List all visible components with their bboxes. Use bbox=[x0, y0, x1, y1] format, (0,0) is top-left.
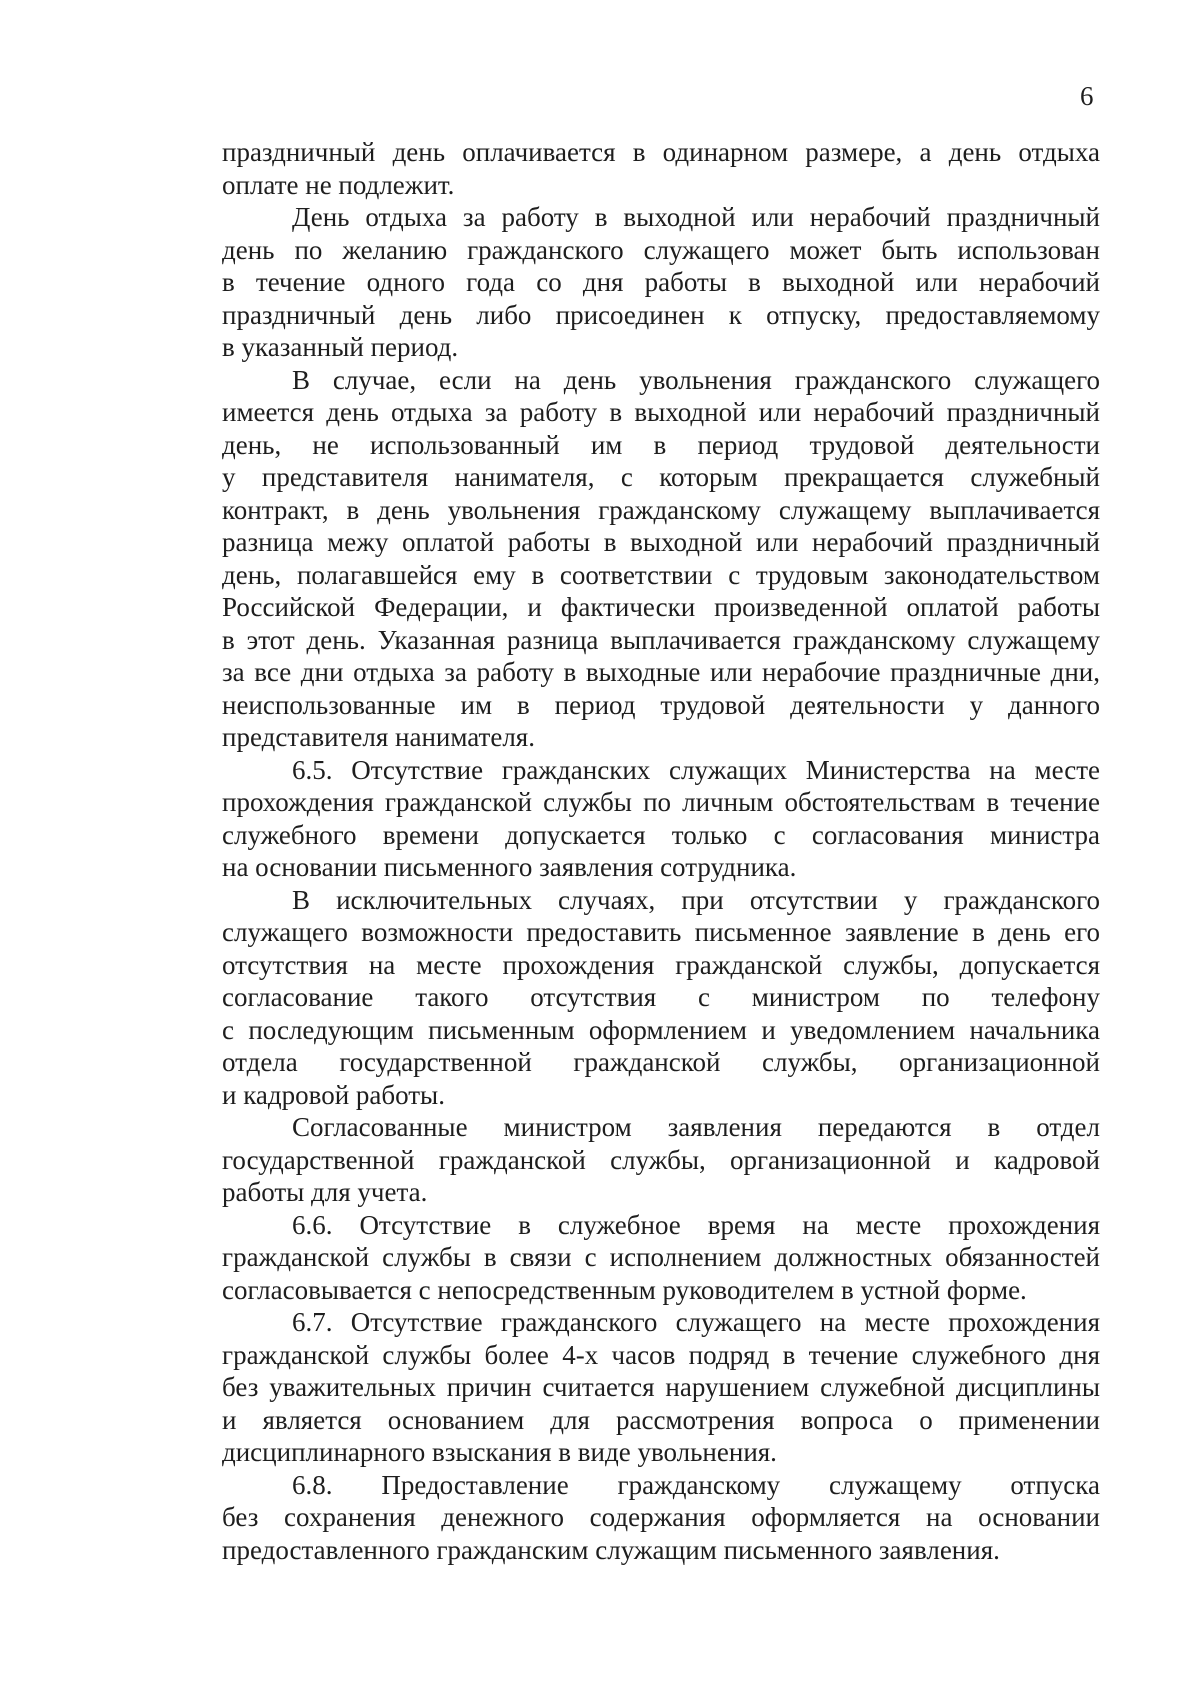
text-line: служебного времени допускается только с согласования министра bbox=[222, 819, 1100, 850]
text-line: согласовывается с непосредственным руководителем в устной форме. bbox=[222, 1274, 1027, 1305]
page-number: 6 bbox=[1080, 81, 1094, 111]
text-line: представителя нанимателя. bbox=[222, 722, 535, 752]
text-line: В случае, если на день увольнения гражданского служащего bbox=[292, 364, 1100, 395]
text-line: и является основанием для рассмотрения вопроса о применении bbox=[222, 1404, 1100, 1435]
text-line: День отдыха за работу в выходной или нерабочий праздничный bbox=[292, 202, 1100, 232]
text-line: служащего возможности предоставить письменное заявление в день его bbox=[222, 917, 1100, 947]
text-line: дисциплинарного взыскания в виде увольнения. bbox=[222, 1437, 777, 1467]
paragraph bbox=[222, 201, 1100, 364]
text-line: предоставленного гражданским служащим письменного заявления. bbox=[222, 1534, 1000, 1565]
text-line: в указанный период. bbox=[222, 332, 459, 362]
paragraph bbox=[222, 1209, 1100, 1307]
text-line: гражданской службы в связи с исполнением должностных обязанностей bbox=[222, 1242, 1100, 1272]
text-line: 6.8. Предоставление гражданскому служащему отпуска bbox=[292, 1469, 1100, 1500]
paragraph bbox=[222, 1469, 1100, 1567]
text-line: и кадровой работы. bbox=[222, 1079, 445, 1110]
paragraph bbox=[222, 1306, 1100, 1469]
text-line: 6.5. Отсутствие гражданских служащих Министерства на месте bbox=[292, 754, 1100, 785]
paragraph bbox=[222, 754, 1100, 884]
text-line: в этот день. Указанная разница выплачивается гражданскому служащему bbox=[222, 624, 1100, 655]
text-line: день по желанию гражданского служащего может быть использован bbox=[222, 234, 1100, 265]
text-line: оплате не подлежит. bbox=[222, 169, 455, 200]
text-line: Согласованные министром заявления передаются в отдел bbox=[292, 1112, 1100, 1142]
paragraph bbox=[222, 1111, 1100, 1209]
text-line: день, полагавшейся ему в соответствии с трудовым законодательством bbox=[222, 559, 1100, 590]
text-line: гражданской службы более 4-х часов подряд в течение служебного дня bbox=[222, 1339, 1100, 1370]
text-line: у представителя нанимателя, с которым прекращается служебный bbox=[222, 462, 1100, 492]
text-line: без сохранения денежного содержания оформляется на основании bbox=[222, 1502, 1100, 1532]
paragraph bbox=[222, 364, 1100, 754]
text-line: имеется день отдыха за работу в выходной или нерабочий праздничный bbox=[222, 397, 1100, 427]
text-line: с последующим письменным оформлением и уведомлением начальника bbox=[222, 1014, 1100, 1045]
paragraph bbox=[222, 136, 1100, 201]
text-line: разница межу оплатой работы в выходной или нерабочий праздничный bbox=[222, 527, 1100, 557]
text-line: Российской Федерации, и фактически произведенной оплатой работы bbox=[222, 592, 1100, 622]
text-line: прохождения гражданской службы по личным обстоятельствам в течение bbox=[222, 787, 1100, 817]
text-line: праздничный день оплачивается в одинарном размере, а день отдыха bbox=[222, 137, 1100, 167]
text-line: государственной гражданской службы, организационной и кадровой bbox=[222, 1144, 1100, 1175]
text-line: за все дни отдыха за работу в выходные или нерабочие праздничные дни, bbox=[222, 657, 1100, 687]
text-line: работы для учета. bbox=[222, 1177, 428, 1207]
text-line: в течение одного года со дня работы в выходной или нерабочий bbox=[222, 267, 1100, 297]
text-line: согласование такого отсутствия с министром по телефону bbox=[222, 982, 1100, 1012]
text-line: день, не использованный им в период трудовой деятельности bbox=[222, 429, 1100, 460]
text-line: 6.7. Отсутствие гражданского служащего на месте прохождения bbox=[292, 1307, 1100, 1337]
text-line: В исключительных случаях, при отсутствии у гражданского bbox=[292, 884, 1100, 915]
document-body bbox=[222, 136, 1100, 1566]
text-line: отсутствия на месте прохождения гражданской службы, допускается bbox=[222, 949, 1100, 980]
text-line: отдела государственной гражданской службы, организационной bbox=[222, 1047, 1100, 1077]
text-line: контракт, в день увольнения гражданскому служащему выплачивается bbox=[222, 494, 1100, 525]
text-line: 6.6. Отсутствие в служебное время на месте прохождения bbox=[292, 1209, 1100, 1240]
text-line: без уважительных причин считается нарушением служебной дисциплины bbox=[222, 1372, 1100, 1402]
text-line: праздничный день либо присоединен к отпуску, предоставляемому bbox=[222, 299, 1100, 330]
text-line: неиспользованные им в период трудовой деятельности у данного bbox=[222, 689, 1100, 720]
paragraph bbox=[222, 884, 1100, 1112]
text-line: на основании письменного заявления сотрудника. bbox=[222, 852, 797, 882]
